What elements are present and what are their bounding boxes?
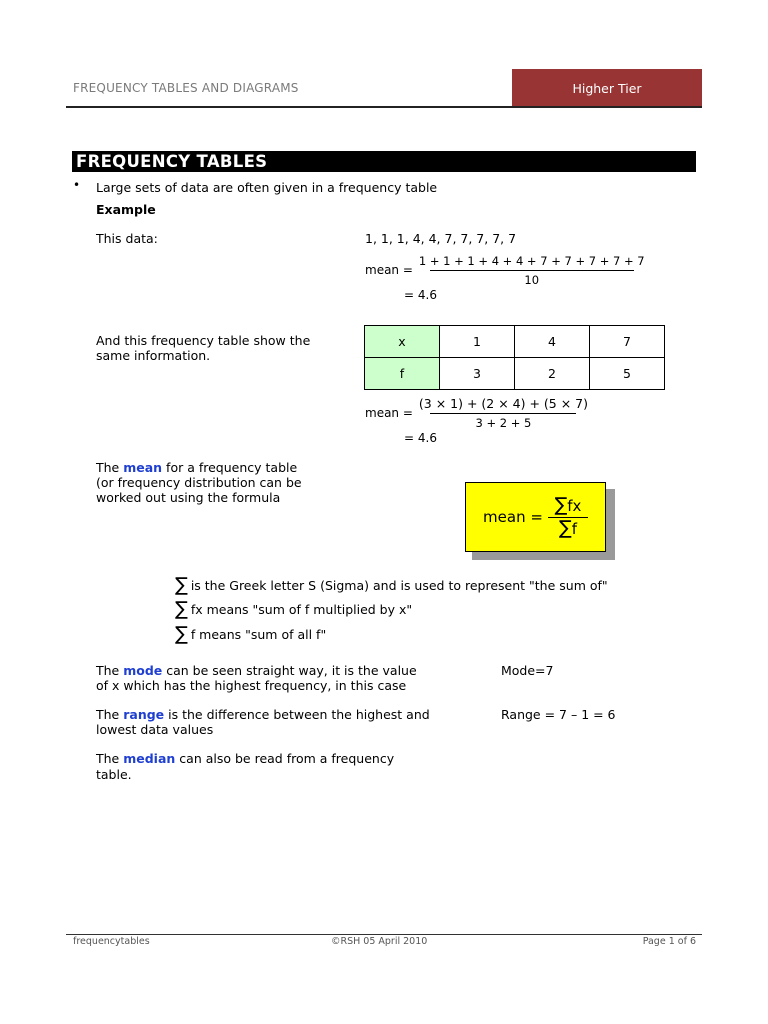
mode-line1: The mode can be seen straight way, it is the value [96,663,417,678]
mean-formula-box [465,482,606,552]
mean-calculation-2 [365,396,590,430]
median-line1: The median can also be read from a frequency [96,751,395,766]
example-label: Example [96,202,156,217]
footer-copyright: ©RSH 05 April 2010 [331,936,428,947]
formula-denominator: ∑ f [548,517,588,538]
table-cell: 4 [515,326,590,358]
table-cell: 3 [440,358,515,390]
range-line2: lowest data values [96,722,214,737]
sigma-icon: ∑ [175,623,188,645]
sigma-note: ∑ fx means "sum of f multiplied by x" [175,598,413,620]
sigma-icon: ∑ [554,494,568,516]
mean-fraction [417,396,590,430]
sigma-note: ∑ is the Greek letter S (Sigma) and is used to represent "the sum of" [175,574,608,596]
document-title: FREQUENCY TABLES AND DIAGRAMS [73,81,299,95]
mean-description-line1: The mean for a frequency table [96,460,298,475]
mean-description-line2: (or frequency distribution can be [96,475,302,490]
sigma-note: ∑ f means "sum of all f" [175,623,327,645]
mean-numerator: (3 × 1) + (2 × 4) + (5 × 7) [418,396,588,411]
keyword-range: range [123,707,165,722]
section-heading: FREQUENCY TABLES [72,151,696,172]
sigma-icon: ∑ [175,574,188,596]
table-header-x: x [365,326,440,358]
header-divider [66,106,702,108]
bullet-icon: • [73,178,81,192]
table-cell: 1 [440,326,515,358]
tier-badge: Higher Tier [512,69,702,107]
table-cell: 2 [515,358,590,390]
median-line2: table. [96,767,132,782]
sigma-icon: ∑ [175,598,188,620]
mean-description-line3: worked out using the formula [96,490,281,505]
keyword-mean: mean [123,460,163,475]
frequency-table [364,325,665,390]
table-cell: 5 [590,358,665,390]
formula-numerator: ∑ fx [554,494,582,516]
range-answer: Range = 7 – 1 = 6 [501,707,616,722]
keyword-median: median [123,751,176,766]
data-label: This data: [96,231,158,246]
intro-text: Large sets of data are often given in a frequency table [96,180,438,195]
table-intro-line1: And this frequency table show the [96,333,311,348]
mean-lhs: mean = [365,405,413,420]
sigma-icon: ∑ [558,517,572,539]
table-intro-line2: same information. [96,348,211,363]
mode-line2: of x which has the highest frequency, in this case [96,678,407,693]
mean-result: = 4.6 [404,288,437,302]
mode-answer: Mode=7 [501,663,554,678]
mean-calculation-1 [365,254,647,287]
footer-filename: frequencytables [73,936,150,947]
footer-page-number: Page 1 of 6 [642,936,696,947]
mean-result: = 4.6 [404,431,437,445]
mean-denominator: 10 [430,270,634,287]
mean-fraction [417,254,647,287]
table-row [365,358,665,390]
table-cell: 7 [590,326,665,358]
keyword-mode: mode [123,663,163,678]
mean-denominator: 3 + 2 + 5 [430,413,576,430]
formula-fraction [548,494,588,539]
mean-lhs: mean = [365,263,413,277]
data-values: 1, 1, 1, 4, 4, 7, 7, 7, 7, 7 [365,231,517,246]
formula-lhs: mean = [483,508,543,526]
mean-numerator: 1 + 1 + 1 + 4 + 4 + 7 + 7 + 7 + 7 + 7 [418,254,645,268]
footer-divider [66,934,702,935]
table-header-f: f [365,358,440,390]
range-line1: The range is the difference between the highest and [96,707,430,722]
table-row [365,326,665,358]
